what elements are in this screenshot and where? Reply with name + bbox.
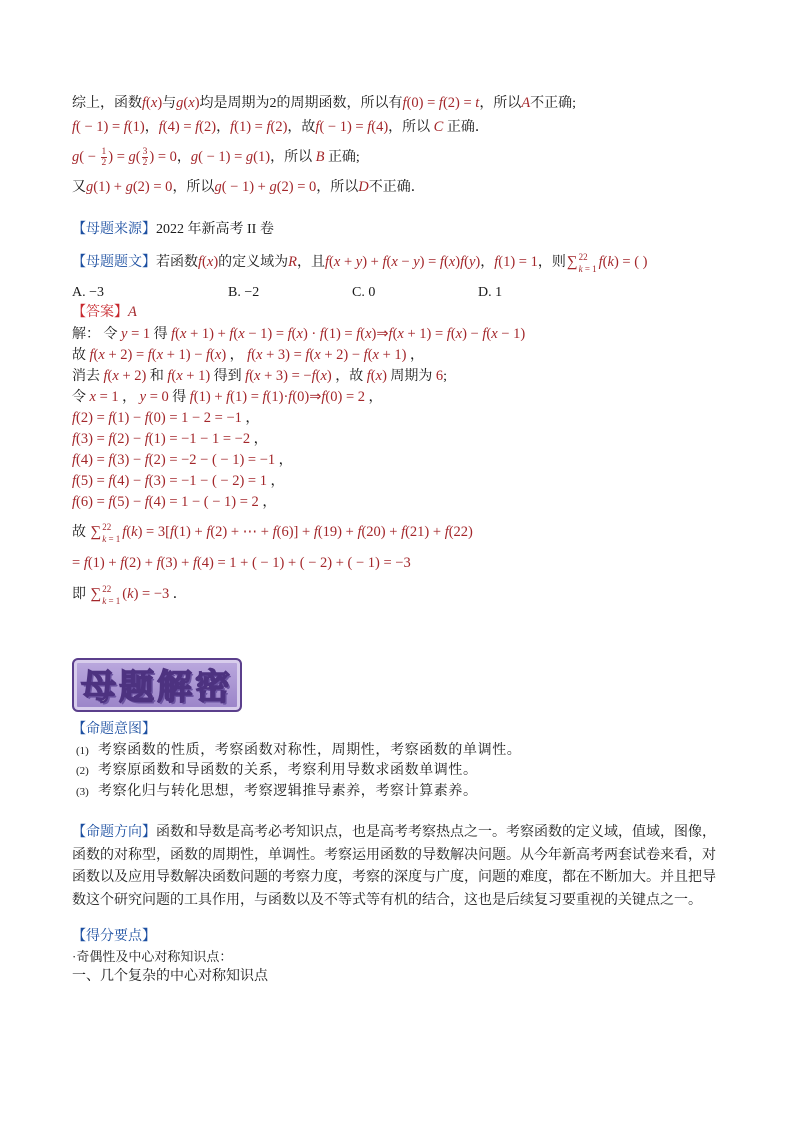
item-text: 考察函数的性质，考察函数对称性，周期性，考察函数的单调性。 — [98, 742, 522, 758]
denominator: 2 — [142, 158, 148, 169]
solution-steps — [72, 324, 525, 513]
option-b: B. −2 — [228, 285, 260, 300]
item-number: (2) — [76, 765, 89, 778]
text-line — [72, 345, 525, 366]
text-line — [72, 408, 525, 429]
text-run: 令 — [72, 390, 90, 405]
fraction — [101, 147, 108, 168]
math-expression: y = 1 — [121, 326, 151, 342]
math-expression: f(5) = f(4) − f(3) = −1 − ( − 2) = 1 — [72, 473, 267, 489]
math-expression: f(k) = ( ) — [598, 254, 648, 270]
answer — [72, 302, 137, 322]
text-line — [72, 91, 576, 115]
key-points-label: 【得分要点】 — [72, 929, 156, 944]
key-points-section — [72, 927, 268, 987]
text-line — [72, 366, 525, 387]
math-expression: g( − 1) = g(1) — [190, 149, 271, 165]
math-expression: f(4) = f(3) − f(2) = −2 − ( − 1) = −1 — [72, 452, 276, 468]
problem-statement — [72, 250, 648, 274]
text-run: ， — [250, 432, 268, 447]
text-run: ， — [144, 120, 159, 135]
math-expression: f(x + 1) + f(x − 1) = f(x) · f(1) = f(x)⇒f(x + 1) = f(x) − f(x − 1) — [171, 326, 526, 342]
math-expression: f(x + 2) = f(x + 1) − f(x) — [89, 347, 227, 363]
text-run: ． — [169, 587, 187, 602]
text-run: ，则 — [537, 255, 566, 270]
math-expression: f(x + y) + f(x − y) = f(x)f(y) — [325, 254, 481, 270]
sigma-symbol: ∑ — [566, 254, 578, 271]
text-run: 正确． — [443, 120, 489, 135]
paragraph-line — [72, 822, 716, 845]
text-line — [72, 450, 525, 471]
previous-solution — [72, 91, 576, 199]
text-run: 故 — [72, 348, 90, 363]
text-run: ， — [480, 255, 495, 270]
text-run: 又 — [72, 180, 86, 195]
math-expression: D — [358, 179, 369, 195]
text-line — [72, 139, 576, 175]
summation-limits — [102, 522, 120, 544]
intent-item — [72, 761, 521, 782]
paragraph-line: 数这个研究问题的工具作用，与函数以及不等式等有机的结合，这也是后续复习要重视的关键点之一。 — [72, 893, 702, 909]
text-run: ，所以 — [270, 150, 316, 165]
paragraph-text: 函数和导数是高考必考知识点，也是高考考察热点之一。考察函数的定义域，值域，图像， — [156, 825, 716, 840]
intent-item — [72, 782, 521, 803]
text-run: ， — [176, 150, 191, 165]
text-line — [72, 387, 525, 408]
text-line — [72, 115, 576, 139]
text-run: ， — [258, 495, 277, 510]
numerator: 1 — [101, 147, 107, 158]
math-expression: f(x + 1) — [167, 368, 211, 384]
math-expression: f(x) — [142, 95, 163, 111]
text-run: 均是周期为2的周期函数，所以有 — [199, 96, 403, 111]
text-run: ，且 — [297, 255, 326, 270]
item-text: 考察化归与转化思想，考察逻辑推导素养，考察计算素养。 — [98, 784, 478, 800]
answer-label: 【答案】 — [72, 305, 128, 320]
text-run: ， — [275, 453, 293, 468]
sigma-symbol: ∑ — [90, 524, 102, 541]
text-run: ，所以 — [316, 180, 359, 195]
text-run: 若函数 — [156, 255, 198, 270]
lower-limit: k = 1 — [102, 533, 121, 544]
math-expression: R — [288, 254, 298, 270]
text-run: ，故 — [331, 369, 367, 384]
math-expression: C — [433, 119, 444, 135]
sigma-symbol: ∑ — [90, 586, 102, 603]
text-run: 不正确; — [530, 96, 577, 111]
section-label: 【母题来源】 — [72, 222, 156, 237]
paragraph-line: 函数的对称型，函数的周期性，单调性。考察运用函数的导数解决问题。从今年新高考两套试卷来看，对 — [72, 847, 716, 863]
math-expression: ) = g( — [108, 149, 141, 165]
math-expression: A — [521, 95, 531, 111]
math-expression: f(6) = f(5) − f(4) = 1 − ( − 1) = 2 — [72, 494, 259, 510]
text-run: 得 — [168, 390, 190, 405]
text-run: 得 — [150, 327, 172, 342]
text-line — [72, 429, 525, 450]
section-banner — [72, 658, 242, 712]
key-point-line: ·奇偶性及中心对称知识点： — [72, 949, 233, 964]
lower-limit: k = 1 — [102, 595, 121, 606]
text-run: 得到 — [210, 369, 246, 384]
banner-title: 母题解密 — [80, 668, 233, 708]
math-expression: f(2) = f(1) − f(0) = 1 − 2 = −1 — [72, 410, 242, 426]
intent-section — [72, 720, 521, 803]
math-expression: f(1) = f(2) — [230, 119, 288, 135]
math-expression: f(x) — [366, 368, 387, 384]
math-expression: g( − — [72, 149, 100, 165]
item-number: (1) — [76, 744, 89, 757]
math-expression: f(4) = f(2) — [158, 119, 217, 135]
option-c: C. 0 — [352, 285, 376, 300]
math-expression: 6 — [435, 368, 444, 384]
math-expression: x = 1 — [89, 389, 119, 405]
text-run: ， — [118, 390, 140, 405]
text-run: 故 — [72, 525, 90, 540]
answer-options — [72, 283, 672, 303]
summation-limits — [579, 252, 597, 274]
math-expression: f(k) = 3[f(1) + f(2) + ⋯ + f(6)] + f(19) + f(20) + f(21) + f(22) — [122, 524, 473, 540]
upper-limit: 22 — [578, 251, 588, 262]
text-line — [72, 324, 525, 345]
text-run: ; — [443, 369, 448, 384]
section-label: 【母题题文】 — [72, 255, 156, 270]
math-expression: f(x + 3) = −f(x) — [245, 368, 332, 384]
math-expression: f(1) + f(1) = f(1)·f(0)⇒f(0) = 2 — [189, 389, 365, 405]
option-a: A. −3 — [72, 285, 105, 300]
math-expression: A — [128, 304, 137, 320]
text-run: 的定义域为 — [218, 255, 289, 270]
text-run: 正确; — [324, 150, 360, 165]
summation — [91, 521, 121, 545]
text-run: ， — [406, 348, 424, 363]
math-expression: f( − 1) = f(1) — [72, 119, 145, 135]
text-run: ， — [226, 348, 248, 363]
math-expression: ) = 0 — [149, 149, 177, 165]
text-line — [72, 517, 473, 548]
math-expression: f( − 1) = f(4) — [315, 119, 389, 135]
text-run: 消去 — [72, 369, 104, 384]
text-run: 2022 年新高考 II 卷 — [156, 222, 274, 237]
text-line — [72, 220, 274, 240]
key-point-heading: 一、几个复杂的中心对称知识点 — [72, 969, 268, 984]
item-number: (3) — [76, 786, 89, 799]
numerator: 3 — [142, 147, 148, 158]
text-run: ，故 — [287, 120, 316, 135]
text-line — [72, 302, 137, 322]
lower-limit: k = 1 — [578, 263, 597, 274]
text-run: ， — [266, 474, 285, 489]
math-expression: f(x + 3) = f(x + 2) − f(x + 1) — [247, 347, 407, 363]
text-run: ， — [365, 390, 383, 405]
problem-source — [72, 220, 274, 240]
math-expression: f(1) = 1 — [494, 254, 538, 270]
text-line — [72, 175, 576, 199]
intent-label: 【命题意图】 — [72, 722, 156, 737]
math-expression: y = 0 — [139, 389, 169, 405]
text-run: ，所以 — [172, 180, 215, 195]
text-line — [72, 492, 525, 513]
direction-section — [72, 822, 716, 913]
text-run: ， — [241, 411, 260, 426]
text-run: 不正确． — [368, 180, 425, 195]
math-expression: (k) = −3 — [122, 586, 170, 602]
solution-summary — [72, 517, 473, 610]
text-run: ，所以 — [479, 96, 522, 111]
math-expression: f(3) = f(2) − f(1) = −1 − 1 = −2 — [72, 431, 251, 447]
summation-limits — [102, 584, 120, 606]
text-run: 周期为 — [386, 369, 436, 384]
math-expression: g(x) — [176, 95, 200, 111]
math-expression: f(x) — [198, 254, 219, 270]
text-run: 综上，函数 — [72, 96, 142, 111]
upper-limit: 22 — [102, 521, 112, 532]
option-d: D. 1 — [478, 285, 503, 300]
intent-item — [72, 741, 521, 762]
item-text: 考察原函数和导函数的关系，考察利用导数求函数单调性。 — [98, 763, 478, 779]
text-run: 即 — [72, 587, 90, 602]
paragraph-line: 函数以及应用导数解决函数问题的考察力度，考察的深度与广度，问题的难度，都在不断加大。并且把导 — [72, 870, 716, 886]
text-run: 解： 令 — [72, 327, 121, 342]
summation — [91, 583, 121, 607]
direction-label: 【命题方向】 — [72, 825, 156, 840]
math-expression: g( − 1) + g(2) = 0 — [214, 179, 317, 195]
math-expression: f(0) = f(2) = t — [402, 95, 480, 111]
text-line — [72, 548, 473, 579]
summation — [567, 251, 597, 275]
fraction — [142, 147, 149, 168]
text-run: 和 — [146, 369, 168, 384]
text-line — [72, 250, 648, 274]
text-line — [72, 471, 525, 492]
math-expression: f(x + 2) — [103, 368, 147, 384]
text-run: ，所以 — [388, 120, 434, 135]
math-expression: B — [315, 149, 325, 165]
text-line — [72, 579, 473, 610]
denominator: 2 — [101, 158, 107, 169]
upper-limit: 22 — [102, 583, 112, 594]
math-expression: = f(1) + f(2) + f(3) + f(4) = 1 + ( − 1) + ( − 2) + ( − 1) = −3 — [72, 555, 411, 571]
math-expression: g(1) + g(2) = 0 — [86, 179, 173, 195]
text-run: ， — [216, 120, 231, 135]
text-run: 与 — [162, 96, 177, 111]
